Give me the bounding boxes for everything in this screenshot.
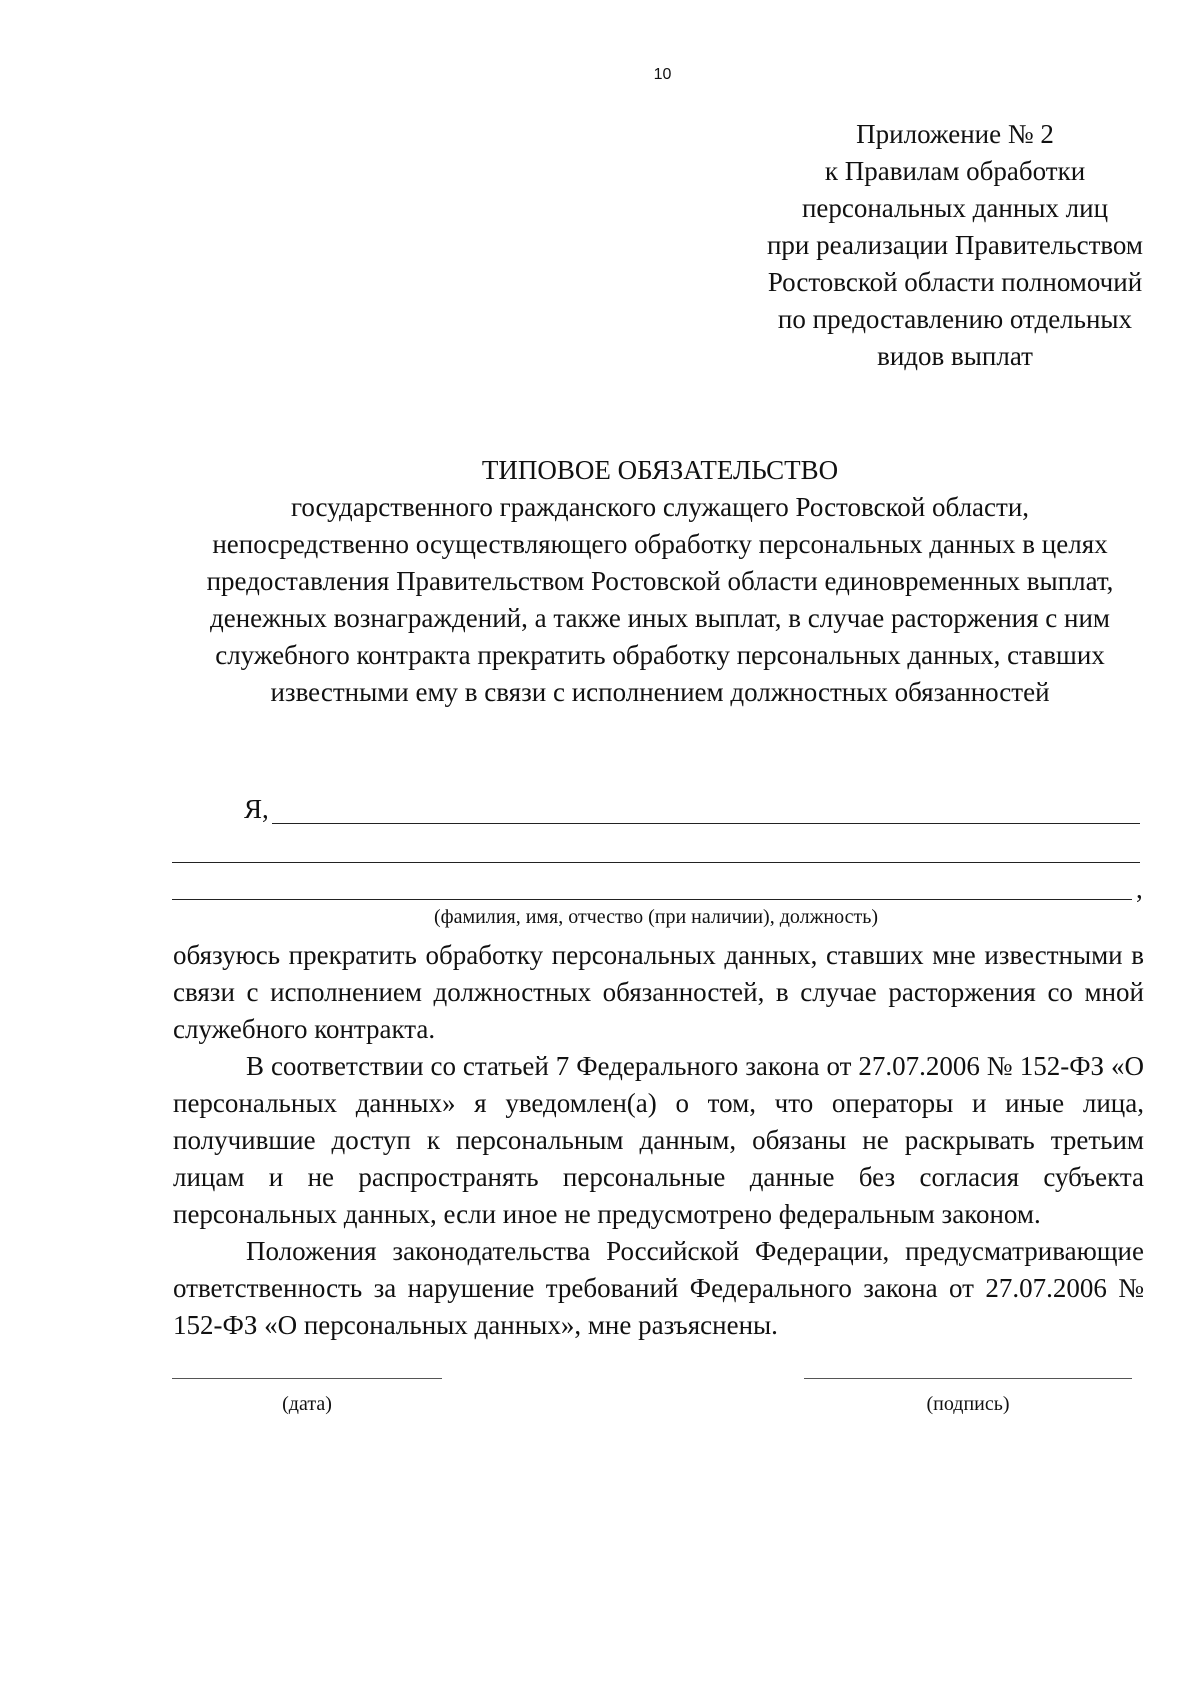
appendix-line: Приложение № 2 — [856, 119, 1054, 149]
ya-label: Я, — [244, 794, 269, 824]
name-line-3[interactable] — [172, 899, 1132, 900]
body-text — [173, 937, 1144, 1344]
paragraph-obligation: обязуюсь прекратить обработку персональных данных, ставших мне известными в связи с исполнением должностных обязанностей, в случае расторжения со мной служебного контракта. — [173, 940, 1144, 1044]
paragraph-liability: Положения законодательства Российской Федерации, предусматривающие ответственность за нарушение требований Федерального закона от 27.07.2006 № 152-ФЗ «О персональных данных», мне разъяснены. — [173, 1236, 1144, 1340]
appendix-line: Ростовской области полномочий — [767, 267, 1143, 297]
appendix-header — [720, 116, 1190, 375]
title-line: служебного контракта прекратить обработку персональных данных, ставших — [215, 640, 1105, 670]
document-title — [160, 452, 1160, 711]
appendix-line: к Правилам обработки — [824, 156, 1086, 186]
name-hint: (фамилия, имя, отчество (при наличии), должность) — [433, 906, 879, 928]
title-line: государственного гражданского служащего Ростовской области, — [290, 492, 1030, 522]
name-line-comma: , — [1136, 874, 1143, 904]
date-hint: (дата) — [282, 1393, 332, 1415]
name-line-1[interactable] — [272, 823, 1140, 824]
page-number: 10 — [653, 66, 672, 83]
date-line[interactable] — [172, 1378, 442, 1379]
title-line: денежных вознаграждений, а также иных выплат, в случае расторжения с ним — [210, 603, 1110, 633]
signature-hint: (подпись) — [926, 1393, 1010, 1415]
title-line: непосредственно осуществляющего обработку персональных данных в целях — [212, 529, 1108, 559]
appendix-line: по предоставлению отдельных — [777, 304, 1133, 334]
appendix-line: при реализации Правительством — [766, 230, 1144, 260]
title-heading: ТИПОВОЕ ОБЯЗАТЕЛЬСТВО — [481, 455, 839, 485]
signature-line[interactable] — [804, 1378, 1132, 1379]
title-line: известными ему в связи с исполнением должностных обязанностей — [270, 677, 1050, 707]
title-line: предоставления Правительством Ростовской области единовременных выплат, — [206, 566, 1114, 596]
appendix-line: персональных данных лиц — [801, 193, 1109, 223]
appendix-line: видов выплат — [877, 341, 1033, 371]
paragraph-notice: В соответствии со статьей 7 Федерального закона от 27.07.2006 № 152-ФЗ «О персональных данных» я уведомлен(а) о том, что операторы и иные лица, получившие доступ к персональным данным, обязаны не раскрывать третьим лицам и не распространять персональные данные без согласия субъекта персональных данных, если иное не предусмотрено федеральным законом. — [173, 1051, 1144, 1229]
name-line-2[interactable] — [172, 862, 1140, 863]
